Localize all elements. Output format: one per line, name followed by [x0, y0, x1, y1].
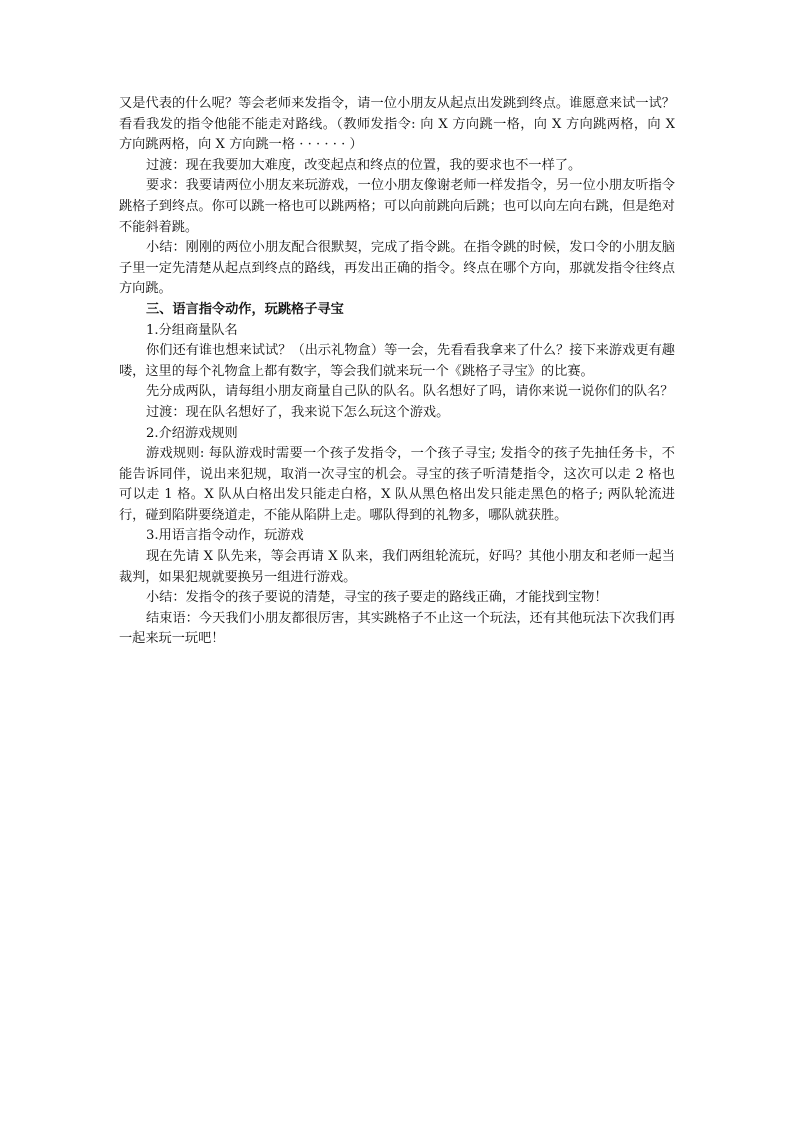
paragraph-gift-box: 你们还有谁也想来试试？（出示礼物盒）等一会，先看看我拿来了什么？接下来游戏更有趣喽，这里的每个礼物盒上都有数字，等会我们就来玩一个《跳格子寻宝》的比赛。: [119, 343, 675, 379]
paragraph-turns: 现在先请 X 队先来，等会再请 X 队来，我们两组轮流玩，好吗？其他小朋友和老师一起当裁判，如果犯规就要换另一组进行游戏。: [119, 549, 675, 585]
document-body: [119, 94, 675, 650]
paragraph-requirement: 要求：我要请两位小朋友来玩游戏，一位小朋友像谢老师一样发指令，另一位小朋友听指令跳格子到终点。你可以跳一格也可以跳两格；可以向前跳向后跳；也可以向左向右跳，但是绝对不能斜着跳。: [119, 178, 675, 235]
paragraph-transition-1: 过渡：现在我要加大难度，改变起点和终点的位置，我的要求也不一样了。: [146, 157, 582, 173]
paragraph-summary-1: 小结：刚刚的两位小朋友配合很默契，完成了指令跳。在指令跳的时候，发口令的小朋友脑子里一定先清楚从起点到终点的路线，再发出正确的指令。终点在哪个方向，那就发指令往终点方向跳。: [119, 240, 675, 297]
subheading-play-game: 3.用语言指令动作，玩游戏: [146, 528, 304, 544]
paragraph-closing: 结束语：今天我们小朋友都很厉害，其实跳格子不止这一个玩法，还有其他玩法下次我们再一起来玩一玩吧！: [119, 610, 675, 647]
paragraph-game-rules: 游戏规则: 每队游戏时需要一个孩子发指令，一个孩子寻宝; 发指令的孩子先抽任务卡，不能告诉同伴，说出来犯规，取消一次寻宝的机会。寻宝的孩子听清楚指令，这次可以走 2 格也可以走 1 格。X 队从白格出发只能走白格，X 队从黑色格出发只能走黑色的格子; 两队轮流进行，碰到陷阱要绕道走，不能从陷阱上走。哪队得到的礼物多，哪队就获胜。: [119, 446, 675, 523]
subheading-team-name: 1.分组商量队名: [146, 322, 238, 338]
paragraph-continuation: 又是代表的什么呢？等会老师来发指令，请一位小朋友从起点出发跳到终点。谁愿意来试一试？看看我发的指令他能不能走对路线。（教师发指令: 向 X 方向跳一格，向 X 方向跳两格，向 X 方向跳两格，向 X 方向跳一格 · · · · · · ）: [119, 96, 675, 153]
paragraph-team-split: 先分成两队，请每组小朋友商量自己队的队名。队名想好了吗，请你来说一说你们的队名？: [146, 384, 674, 400]
paragraph-transition-2: 过渡：现在队名想好了，我来说下怎么玩这个游戏。: [146, 404, 450, 420]
paragraph-summary-2: 小结：发指令的孩子要说的清楚，寻宝的孩子要走的路线正确，才能找到宝物！: [146, 590, 608, 606]
subheading-game-rules: 2.介绍游戏规则: [146, 425, 238, 441]
section-heading-3: 三、语言指令动作，玩跳格子寻宝: [146, 301, 344, 317]
